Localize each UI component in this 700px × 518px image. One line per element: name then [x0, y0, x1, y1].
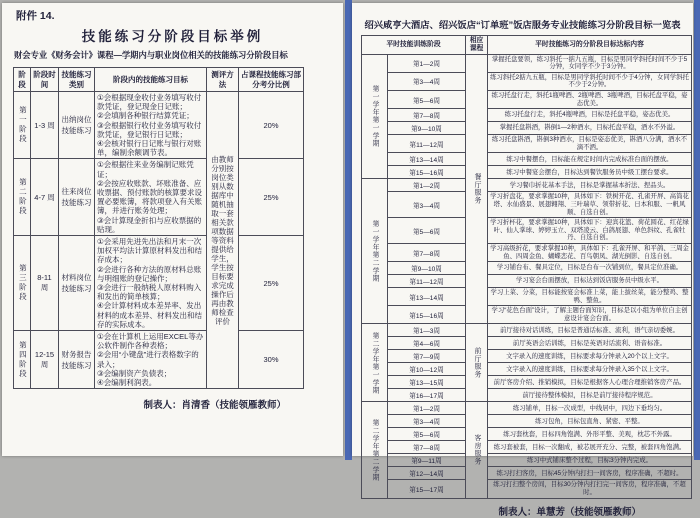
table-row — [362, 454, 692, 467]
content-cell: 学习铺台布、餐具定位，目标是台布一次铺到位，餐具定位准确。 — [488, 262, 692, 275]
right-edge-divider — [694, 0, 700, 460]
left-page-subtitle: 财会专业《财务会计》课程—学期内与职业岗位相关的技能练习分阶段目标 — [14, 50, 288, 60]
stage-time-cell: 12-15 周 — [31, 331, 59, 389]
content-cell: 文字录入的速度训练，目标要求每分钟录入35个以上文字。 — [488, 363, 692, 376]
table-row — [362, 389, 692, 402]
eval-method-cell: 由教师分别按岗位类别从数据库中随机抽取一套相关款项数据等资料提供给学生，学生按目标要求完成操作后再由教师检查评价 — [207, 92, 239, 389]
term-cell — [362, 324, 388, 402]
table-row — [362, 376, 692, 389]
week-cell: 第1—2周 — [388, 179, 466, 192]
week-cell: 第13—14周 — [388, 288, 466, 306]
content-cell: 学习餐巾折花基本手法，目标是掌握基本折法、捏品头。 — [488, 179, 692, 192]
goal-item: ①会在计算机上运用EXCEL等办公软件制作各种表格； — [97, 332, 204, 351]
table-row — [362, 262, 692, 275]
table-row — [362, 218, 692, 244]
table-row — [362, 402, 692, 415]
term-label: 第一学年第二学期 — [371, 220, 379, 283]
content-cell: 学习“花色台面”设计，了解主题台面知识，目标是以小组为单位自主创意设计宴会台面。 — [488, 306, 692, 324]
percent-cell: 25% — [239, 236, 304, 331]
table-row — [362, 415, 692, 428]
table-row — [14, 92, 304, 159]
col-header: 阶段 — [14, 68, 31, 92]
content-cell: 练习套被套，目标一次翻成，被芯展开充分、完整，被套四角饱满。 — [488, 441, 692, 454]
table-row — [362, 90, 692, 108]
course-label: 客房服务 — [473, 434, 481, 466]
col-header: 技能练习类别 — [59, 68, 95, 92]
week-cell: 第7—8周 — [388, 109, 466, 122]
content-cell: 掌握托盘斟酒，斟倒1—2种酒水，目标托盘平稳，酒水不外溢。 — [488, 122, 692, 135]
stage-label: 第三阶段 — [18, 264, 28, 303]
col-header: 占课程技能练习部分考分比例 — [239, 68, 304, 92]
content-cell: 练习托盘行走，斜托1瓶啤酒、2瓶啤酒、3瓶啤酒，目标托盘平稳，姿态优美。 — [488, 90, 692, 108]
category-cell: 出纳岗位技能练习 — [59, 92, 95, 159]
week-cell: 第5—6周 — [388, 218, 466, 244]
week-cell: 第1—2周 — [388, 402, 466, 415]
content-cell: 练习托盘斟酒，斟倒3种酒水，目标是姿态优美，斟酒八分满，酒水不滴不洒。 — [488, 135, 692, 153]
content-cell: 练习打扫客房，目标45分钟内打扫一间客房，程序准确，不超时。 — [488, 467, 692, 480]
goal-item: ②会填制各种银行结算凭证； — [97, 111, 194, 121]
right-skills-table — [361, 35, 692, 499]
week-cell: 第3—4周 — [388, 192, 466, 218]
week-cell: 第15—16周 — [388, 306, 466, 324]
table-row — [362, 166, 692, 179]
course-cell — [466, 54, 488, 324]
content-cell: 前厅接待整体模拟，目标是前厅接待程序规范。 — [488, 389, 692, 402]
table-row — [362, 288, 692, 306]
content-cell: 掌握托盘要领，练习斜托一掂九五瓶，目标是男同学斜托时间不少于5分钟，女同学不少于3分钟。 — [488, 54, 692, 72]
goal-item: ②会按应收账款、坏账准备、应收票据、预付账款的核算要求设置必要账簿，将款项登入有关账簿，并进行账务处理； — [97, 178, 202, 216]
content-cell: 练习套枕套，目标四角饱满、外形平整、美观，枕芯不外露。 — [488, 428, 692, 441]
content-cell: 练习中餐摆台，目标能在规定时间内完成标准台面的摆放。 — [488, 153, 692, 166]
goal-item: ①会根据现金收付业务填写收付款凭证，登记现金日记账； — [97, 93, 202, 112]
week-cell: 第9—10周 — [388, 122, 466, 135]
week-cell: 第7—8周 — [388, 243, 466, 261]
week-cell: 第1—3周 — [388, 324, 466, 337]
week-cell: 第5—6周 — [388, 428, 466, 441]
col-header-stage: 平时技能训练阶段 — [362, 36, 466, 55]
goals-cell — [95, 159, 207, 236]
goal-item: ②会用“小键盘”进行表格数字的录入； — [97, 350, 199, 369]
col-header: 阶段时间 — [31, 68, 59, 92]
stage-cell — [14, 331, 31, 389]
table-row — [362, 306, 692, 324]
table-row — [362, 363, 692, 376]
col-header-content: 平时技能练习的分阶段目标达标内容 — [488, 36, 692, 55]
percent-cell: 20% — [239, 92, 304, 159]
goal-item: ③会进行一般纳税人原材料购入和发出的简单核算； — [97, 283, 202, 302]
content-cell: 练习包角，目标包直角、紧密、平整。 — [488, 415, 692, 428]
table-row — [362, 135, 692, 153]
content-cell: 学习宴会台面摆放，目标达到饭店服务员中级水平。 — [488, 275, 692, 288]
stage-label: 第一阶段 — [18, 106, 28, 145]
page-divider — [345, 0, 352, 460]
left-footer-author: 制表人：肖清香（技能领雁教师） — [143, 400, 286, 412]
right-table-header-row — [362, 36, 692, 55]
week-cell: 第16—17周 — [388, 389, 466, 402]
goals-cell — [95, 92, 207, 159]
col-header: 阶段内的技能练习目标 — [95, 68, 207, 92]
stage-label: 第四阶段 — [18, 340, 28, 379]
table-row — [362, 192, 692, 218]
week-cell: 第12—14周 — [388, 467, 466, 480]
content-cell: 文字录入的速度训练，目标要求每分钟录入20个以上文字。 — [488, 350, 692, 363]
col-header-course: 相应课程 — [466, 36, 488, 55]
goal-item: ④会核对银行日记账与银行对账单，编制余额调节表。 — [97, 139, 202, 158]
table-row — [362, 480, 692, 498]
week-cell: 第11—12周 — [388, 135, 466, 153]
term-label: 第二学年第二学期 — [371, 418, 379, 482]
content-cell: 练习打扫整个房间，目标30分钟内打扫完一间客房，程序准确，不超时。 — [488, 480, 692, 498]
category-cell: 往来岗位技能练习 — [59, 159, 95, 236]
col-header: 测评方法 — [207, 68, 239, 92]
stage-cell — [14, 92, 31, 159]
table-row — [362, 467, 692, 480]
right-footer-author: 制表人：单慧芳（技能领雁教师） — [498, 506, 641, 518]
goal-item: ③会编制资产负债表； — [97, 368, 172, 378]
category-cell: 材料岗位技能练习 — [59, 236, 95, 331]
week-cell: 第11—12周 — [388, 275, 466, 288]
attachment-label: 附件 14. — [16, 10, 55, 22]
content-cell: 前厅客房介绍、推销模拟，目标是根据客人心理合理推销客房产品。 — [488, 376, 692, 389]
stage-cell — [14, 159, 31, 236]
table-row — [14, 331, 304, 389]
content-cell: 学习上菜、分菜，目标能按宴会标准上菜，能上拔丝菜，能分整鸡、整鸭、整鱼。 — [488, 288, 692, 306]
course-cell — [466, 402, 488, 498]
content-cell: 学习高级折花，要求掌握10种，具体如下：孔雀开屏、和平鸽、三周金鱼、四周金鱼、蝴蝶恋花、百鸟朝凤、湖光倒影、自选自创。 — [488, 243, 692, 261]
goals-cell — [95, 331, 207, 389]
course-cell — [466, 324, 488, 402]
left-page-title: 技能练习分阶段目标举例 — [81, 29, 264, 44]
term-cell — [362, 54, 388, 179]
goal-item: ①会根据往来业务编制记账凭证； — [97, 160, 194, 179]
stage-cell — [14, 236, 31, 331]
percent-cell: 30% — [239, 331, 304, 389]
table-row — [362, 109, 692, 122]
table-row — [362, 72, 692, 90]
week-cell: 第3—4周 — [388, 72, 466, 90]
content-cell: 练习中式铺床整个过程，目标3分钟内完成。 — [488, 454, 692, 467]
content-cell: 练习托盘行走，斜托4瓶啤酒，目标是托盘平稳，姿态优美。 — [488, 109, 692, 122]
table-row — [362, 441, 692, 454]
table-row — [362, 153, 692, 166]
stage-time-cell: 8-11 周 — [31, 236, 59, 331]
goal-item: ④会编制利润表。 — [97, 378, 157, 388]
goal-item: ④会计算材料成本差异率、发出材料的成本差异、材料发出和结存的实际成本。 — [97, 301, 202, 329]
week-cell: 第7—9周 — [388, 350, 466, 363]
week-cell: 第13—15周 — [388, 376, 466, 389]
week-cell: 第10—12周 — [388, 363, 466, 376]
table-row — [362, 275, 692, 288]
table-row — [362, 122, 692, 135]
stage-time-cell: 4-7 周 — [31, 159, 59, 236]
content-cell: 前厅英语会话训练，目标是英语对话流利、语音标准。 — [488, 337, 692, 350]
table-row — [362, 243, 692, 261]
week-cell: 第1—2周 — [388, 54, 466, 72]
left-page — [2, 3, 343, 456]
term-label: 第一学年第一学期 — [371, 85, 379, 148]
stage-time-cell: 1-3 周 — [31, 92, 59, 159]
table-row — [362, 337, 692, 350]
course-label: 前厅服务 — [473, 347, 481, 379]
course-label: 餐厅服务 — [473, 173, 481, 205]
stage-label: 第二阶段 — [18, 178, 28, 217]
week-cell: 第15—17周 — [388, 480, 466, 498]
table-row — [14, 159, 304, 236]
category-cell: 财务报告技能练习 — [59, 331, 95, 389]
percent-cell: 25% — [239, 159, 304, 236]
content-cell: 练习中餐宴会摆台，目标达到餐饮服务员中级工摆台要求。 — [488, 166, 692, 179]
content-cell: 练习铺单，目标一次成型，中线居中，四边下垂均匀。 — [488, 402, 692, 415]
week-cell: 第3—4周 — [388, 415, 466, 428]
goals-cell — [95, 236, 207, 331]
table-row — [362, 54, 692, 72]
table-row — [362, 324, 692, 337]
week-cell: 第15—16周 — [388, 166, 466, 179]
week-cell: 第7—8周 — [388, 441, 466, 454]
content-cell: 学习折杯花，要求掌握10种，具体如下：迎宾花篮、荷花圆花、红花绿叶、仙人掌球、婷婷玉立、双塔凌云、白鸽展翅、单色斜纹、孔雀牡丹、自选自创。 — [488, 218, 692, 244]
left-table-header-row — [14, 68, 304, 92]
term-label: 第二学年第一学期 — [371, 331, 379, 395]
goal-item: ①会采用先进先出法和月末一次加权平均法计算原材料发出和结存成本； — [97, 237, 202, 265]
term-cell — [362, 402, 388, 498]
goal-item: ③会计算现金折扣与应收票据的贴现。 — [97, 215, 202, 234]
table-row — [362, 428, 692, 441]
table-row — [362, 350, 692, 363]
right-page-title: 绍兴咸亨大酒店、绍兴饭店“订单班”饭店服务专业技能练习分阶段目标一览表 — [364, 20, 681, 30]
goal-item: ②会进行各种方法的原材料总账与明细账的登记操作； — [97, 264, 202, 283]
week-cell: 第5—6周 — [388, 90, 466, 108]
content-cell: 练习斜托2掂九五瓶，目标是男同学斜托时间不少于4分钟，女同学斜托不少于2分钟。 — [488, 72, 692, 90]
week-cell: 第13—14周 — [388, 153, 466, 166]
content-cell: 前厅接待对话训练，目标是普通话标准、流利，语气亲切委婉。 — [488, 324, 692, 337]
table-row — [14, 236, 304, 331]
left-skills-table — [13, 67, 304, 389]
week-cell: 第4—6周 — [388, 337, 466, 350]
right-page — [352, 3, 693, 518]
goal-item: ③会根据银行收付业务填写收付款凭证，登记银行日记账； — [97, 120, 202, 139]
table-row — [362, 179, 692, 192]
term-cell — [362, 179, 388, 324]
week-cell: 第9—10周 — [388, 262, 466, 275]
week-cell: 第9—11周 — [388, 454, 466, 467]
content-cell: 学习折盘花，要求掌握10种，具体如下：铁树开花、孔雀开屏、高筒花塔、水仙盛景、展翅翱翔、三叶瑞草、领带折花、日本和服、一帆风顺、自选自创。 — [488, 192, 692, 218]
